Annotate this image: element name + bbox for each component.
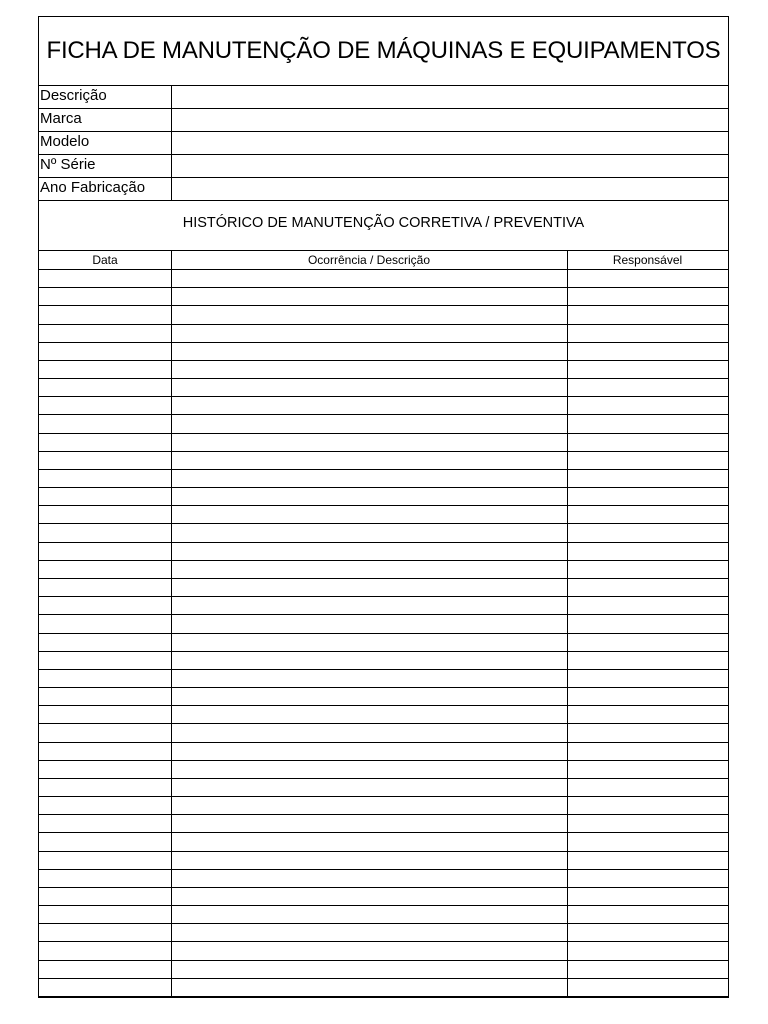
info-row-year bbox=[39, 178, 728, 201]
table-row bbox=[39, 523, 728, 524]
table-row bbox=[39, 287, 728, 288]
table-row bbox=[39, 742, 728, 743]
info-field-serial[interactable] bbox=[171, 155, 728, 177]
history-title: HISTÓRICO DE MANUTENÇÃO CORRETIVA / PREVENTIVA bbox=[39, 201, 728, 251]
table-row bbox=[39, 978, 728, 979]
info-field-brand[interactable] bbox=[171, 109, 728, 131]
info-label-model: Modelo bbox=[40, 133, 90, 150]
table-row bbox=[39, 778, 728, 779]
table-row bbox=[39, 796, 728, 797]
column-divider-date bbox=[171, 251, 172, 997]
table-row bbox=[39, 923, 728, 924]
table-row bbox=[39, 469, 728, 470]
table-row bbox=[39, 723, 728, 724]
info-row-model bbox=[39, 132, 728, 155]
table-row bbox=[39, 451, 728, 452]
maintenance-form bbox=[38, 16, 729, 998]
table-row bbox=[39, 941, 728, 942]
table-row bbox=[39, 960, 728, 961]
table-row bbox=[39, 378, 728, 379]
table-row bbox=[39, 851, 728, 852]
info-row-brand bbox=[39, 109, 728, 132]
table-row bbox=[39, 396, 728, 397]
table-row bbox=[39, 305, 728, 306]
table-row bbox=[39, 814, 728, 815]
table-row bbox=[39, 560, 728, 561]
table-row bbox=[39, 669, 728, 670]
info-row-serial bbox=[39, 155, 728, 178]
table-row bbox=[39, 505, 728, 506]
table-row bbox=[39, 487, 728, 488]
info-row-description bbox=[39, 86, 728, 109]
table-row bbox=[39, 705, 728, 706]
table-row bbox=[39, 887, 728, 888]
table-row bbox=[39, 596, 728, 597]
table-row bbox=[39, 433, 728, 434]
column-divider-responsible bbox=[567, 251, 568, 997]
column-header-responsible: Responsável bbox=[567, 251, 728, 270]
table-row bbox=[39, 614, 728, 615]
form-title: FICHA DE MANUTENÇÃO DE MÁQUINAS E EQUIPAMENTOS bbox=[39, 17, 728, 86]
table-row bbox=[39, 414, 728, 415]
table-row bbox=[39, 651, 728, 652]
table-row bbox=[39, 578, 728, 579]
column-header-date: Data bbox=[39, 251, 171, 270]
table-row bbox=[39, 633, 728, 634]
info-label-brand: Marca bbox=[40, 110, 82, 127]
column-header-occurrence: Ocorrência / Descrição bbox=[171, 251, 567, 270]
info-label-serial: Nº Série bbox=[40, 156, 96, 173]
table-row bbox=[39, 760, 728, 761]
info-field-model[interactable] bbox=[171, 132, 728, 154]
info-field-year[interactable] bbox=[171, 178, 728, 200]
table-row bbox=[39, 832, 728, 833]
table-row bbox=[39, 360, 728, 361]
info-field-description[interactable] bbox=[171, 86, 728, 108]
table-row bbox=[39, 324, 728, 325]
table-row bbox=[39, 342, 728, 343]
table-row bbox=[39, 996, 728, 997]
table-row bbox=[39, 542, 728, 543]
table-row bbox=[39, 905, 728, 906]
table-row bbox=[39, 687, 728, 688]
info-label-year: Ano Fabricação bbox=[40, 179, 146, 196]
table-row bbox=[39, 869, 728, 870]
info-label-description: Descrição bbox=[40, 87, 107, 104]
